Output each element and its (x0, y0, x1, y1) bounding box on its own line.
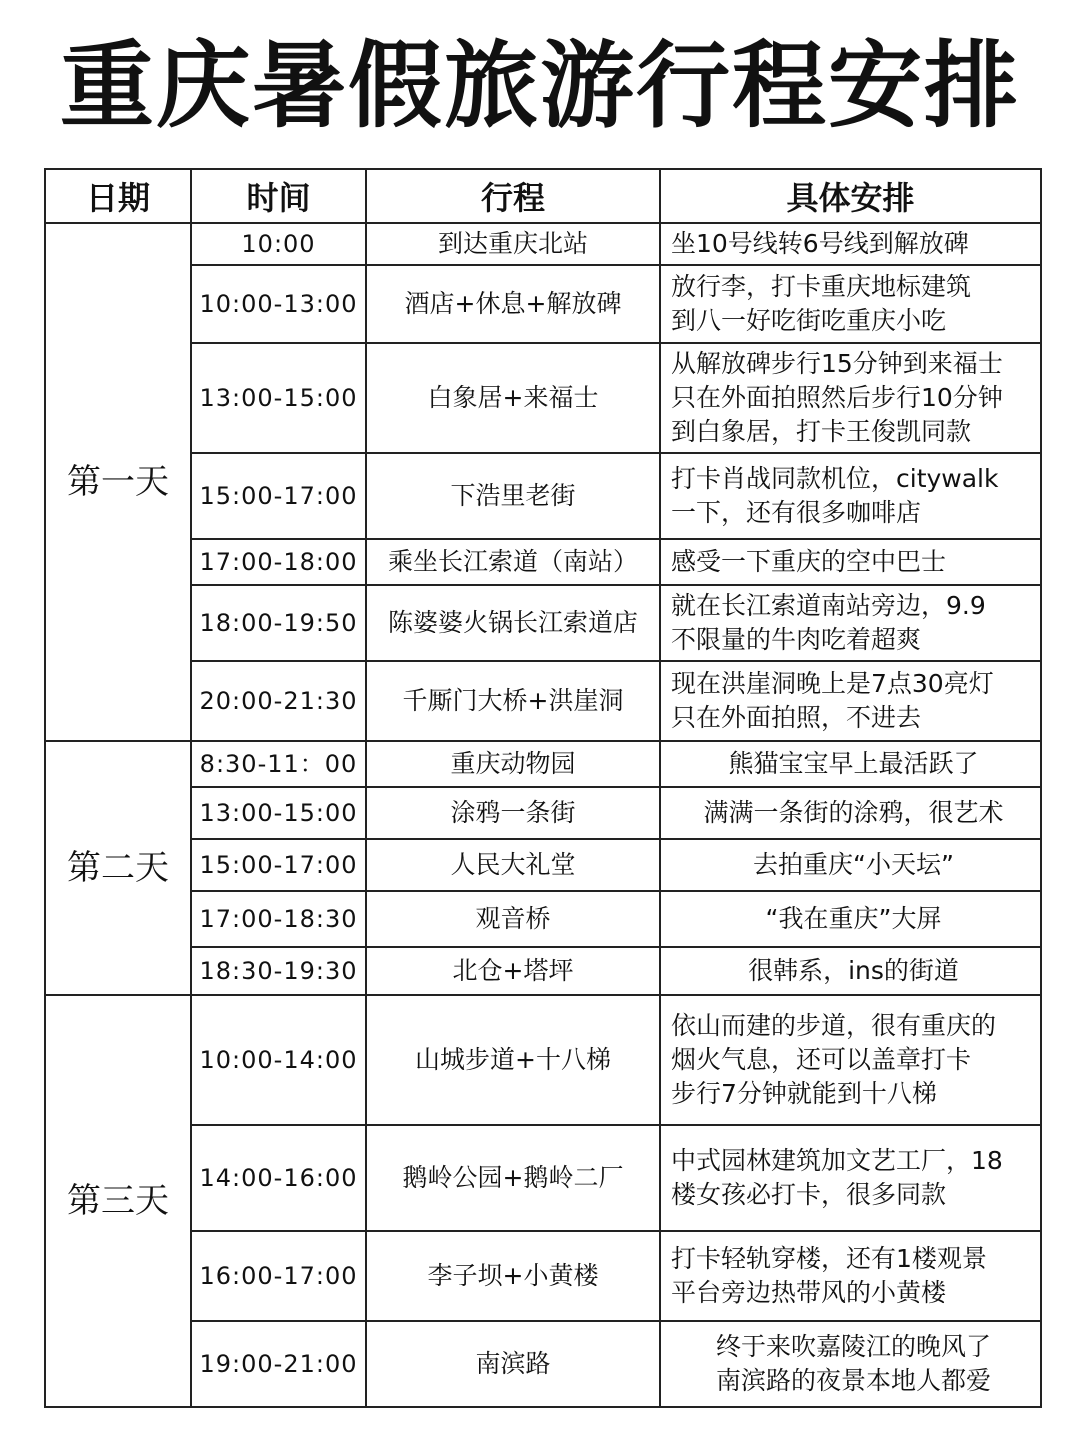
header-route: 行程 (366, 169, 660, 223)
table-row (45, 343, 1041, 453)
detail-line: 放行李，打卡重庆地标建筑 (671, 272, 972, 301)
table-header-row (45, 169, 1041, 223)
header-time: 时间 (191, 169, 366, 223)
detail-line: 到八一好吃街吃重庆小吃 (671, 306, 947, 335)
detail-line: 去拍重庆“小天坛” (753, 850, 954, 879)
detail-cell (660, 891, 1041, 947)
table-row (45, 1231, 1041, 1321)
detail-line: 满满一条街的涂鸦，很艺术 (703, 798, 1004, 827)
detail-line: 很韩系，ins的街道 (748, 956, 959, 985)
route-cell: 下浩里老街 (366, 453, 660, 539)
time-cell: 17:00-18:00 (191, 539, 366, 585)
detail-line: 只在外面拍照然后步行10分钟 (671, 383, 1003, 412)
detail-line: 步行7分钟就能到十八梯 (671, 1079, 937, 1108)
route-cell: 酒店+休息+解放碑 (366, 265, 660, 343)
time-cell: 10:00 (191, 223, 366, 265)
route-cell: 乘坐长江索道（南站） (366, 539, 660, 585)
detail-line: 就在长江索道南站旁边，9.9 (671, 591, 986, 620)
table-row (45, 947, 1041, 995)
route-cell: 涂鸦一条街 (366, 787, 660, 839)
detail-cell (660, 585, 1041, 661)
route-cell: 重庆动物园 (366, 741, 660, 787)
detail-line: 只在外面拍照，不进去 (671, 703, 922, 732)
time-cell: 8:30-11：00 (191, 741, 366, 787)
time-cell: 14:00-16:00 (191, 1125, 366, 1231)
table-row (45, 661, 1041, 741)
detail-line: 到白象居，打卡王俊凯同款 (671, 417, 972, 446)
detail-line: 终于来吹嘉陵江的晚风了 (715, 1332, 991, 1361)
detail-line: 坐10号线转6号线到解放碑 (671, 229, 969, 258)
detail-cell (660, 661, 1041, 741)
table-row (45, 741, 1041, 787)
time-cell: 13:00-15:00 (191, 343, 366, 453)
time-cell: 17:00-18:30 (191, 891, 366, 947)
detail-cell (660, 995, 1041, 1125)
time-cell: 10:00-13:00 (191, 265, 366, 343)
table-row (45, 223, 1041, 265)
route-cell: 白象居+来福士 (366, 343, 660, 453)
detail-cell (660, 741, 1041, 787)
detail-cell (660, 1125, 1041, 1231)
detail-line: 不限量的牛肉吃着超爽 (671, 625, 922, 654)
itinerary-body (45, 223, 1041, 1407)
detail-line: 依山而建的步道，很有重庆的 (671, 1011, 997, 1040)
itinerary-table (44, 168, 1042, 1408)
detail-cell (660, 839, 1041, 891)
table-row (45, 265, 1041, 343)
route-cell: 到达重庆北站 (366, 223, 660, 265)
time-cell: 10:00-14:00 (191, 995, 366, 1125)
table-row (45, 995, 1041, 1125)
table-row (45, 453, 1041, 539)
detail-cell (660, 453, 1041, 539)
table-row (45, 539, 1041, 585)
time-cell: 18:30-19:30 (191, 947, 366, 995)
detail-line: 打卡轻轨穿楼，还有1楼观景 (671, 1244, 987, 1273)
detail-cell (660, 1231, 1041, 1321)
table-row (45, 585, 1041, 661)
detail-cell (660, 223, 1041, 265)
route-cell: 观音桥 (366, 891, 660, 947)
page-title: 重庆暑假旅游行程安排 (59, 32, 1020, 141)
detail-cell (660, 947, 1041, 995)
route-cell: 山城步道+十八梯 (366, 995, 660, 1125)
time-cell: 15:00-17:00 (191, 453, 366, 539)
time-cell: 13:00-15:00 (191, 787, 366, 839)
route-cell: 千厮门大桥+洪崖洞 (366, 661, 660, 741)
detail-line: “我在重庆”大屏 (765, 904, 942, 933)
route-cell: 鹅岭公园+鹅岭二厂 (366, 1125, 660, 1231)
route-cell: 北仓+塔坪 (366, 947, 660, 995)
day-label: 第一天 (45, 223, 191, 741)
table-row (45, 787, 1041, 839)
detail-line: 熊猫宝宝早上最活跃了 (728, 749, 979, 778)
table-row (45, 1125, 1041, 1231)
header-date: 日期 (45, 169, 191, 223)
day-label: 第二天 (45, 741, 191, 995)
detail-cell (660, 343, 1041, 453)
table-row (45, 1321, 1041, 1407)
time-cell: 19:00-21:00 (191, 1321, 366, 1407)
detail-line: 平台旁边热带风的小黄楼 (671, 1278, 947, 1307)
time-cell: 15:00-17:00 (191, 839, 366, 891)
route-cell: 人民大礼堂 (366, 839, 660, 891)
time-cell: 18:00-19:50 (191, 585, 366, 661)
detail-line: 一下，还有很多咖啡店 (671, 498, 922, 527)
route-cell: 李子坝+小黄楼 (366, 1231, 660, 1321)
detail-cell (660, 539, 1041, 585)
route-cell: 陈婆婆火锅长江索道店 (366, 585, 660, 661)
detail-cell (660, 787, 1041, 839)
route-cell: 南滨路 (366, 1321, 660, 1407)
detail-line: 现在洪崖洞晚上是7点30亮灯 (671, 669, 994, 698)
time-cell: 16:00-17:00 (191, 1231, 366, 1321)
table-row (45, 839, 1041, 891)
detail-line: 从解放碑步行15分钟到来福士 (671, 349, 1003, 378)
header-detail: 具体安排 (660, 169, 1041, 223)
detail-line: 中式园林建筑加文艺工厂，18 (671, 1146, 1003, 1175)
time-cell: 20:00-21:30 (191, 661, 366, 741)
detail-line: 南滨路的夜景本地人都爱 (715, 1366, 991, 1395)
detail-line: 打卡肖战同款机位，citywalk (671, 464, 999, 493)
detail-line: 感受一下重庆的空中巴士 (671, 547, 947, 576)
day-label: 第三天 (45, 995, 191, 1407)
detail-cell (660, 265, 1041, 343)
detail-line: 楼女孩必打卡，很多同款 (671, 1180, 947, 1209)
detail-line: 烟火气息，还可以盖章打卡 (671, 1045, 972, 1074)
detail-cell (660, 1321, 1041, 1407)
table-row (45, 891, 1041, 947)
